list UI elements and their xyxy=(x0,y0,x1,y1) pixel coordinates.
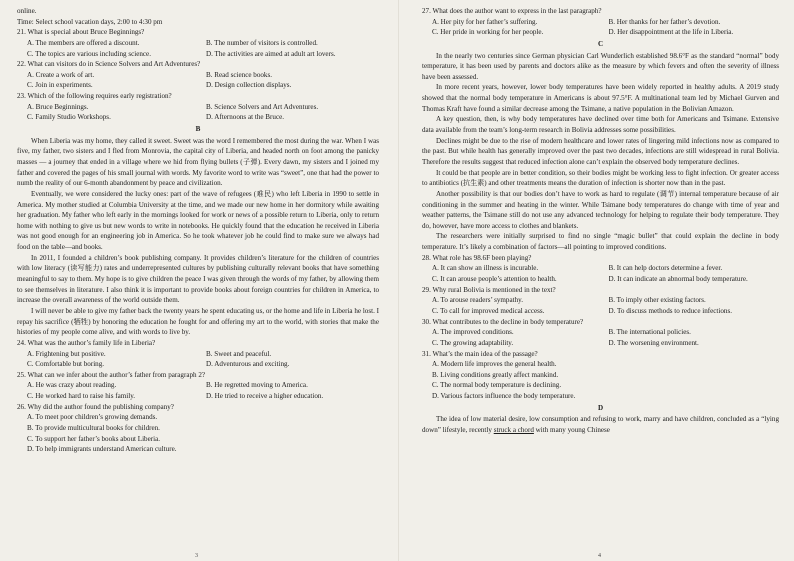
answer-option: B. To provide multicultural books for children. xyxy=(27,423,160,432)
question-item xyxy=(17,27,379,59)
option-list xyxy=(17,70,379,91)
answer-option: B. Living conditions greatly affect mankind. xyxy=(432,370,559,379)
answer-option: C. Join in experiments. xyxy=(27,81,93,90)
option-list xyxy=(422,359,779,402)
answer-option: A. The improved conditions. xyxy=(432,328,514,337)
paragraph: When Liberia was my home, they called it sweet. Sweet was the word I remembered the most during the war. When I was five, my father, two sisters and I fled from Monrovia, the capital city of Liberia, and headed north on foot among the panicky masses — a journey that ended in a village where we hid from flying bullets (子弹). Every dawn, my sisters and I joined my father and covered the pages of his small journal with words. My favorite word to write was “sweet”, one that had the power to numb the reality of our 6-month abandonment by peace and civilization. xyxy=(17,136,379,188)
option-list xyxy=(17,380,379,401)
question-group-a xyxy=(17,27,379,123)
question-item xyxy=(422,317,779,349)
answer-option: A. It can show an illness is incurable. xyxy=(432,264,539,273)
question-item xyxy=(17,91,379,123)
option-list xyxy=(422,295,779,316)
passage-c xyxy=(422,51,779,253)
section-heading-c: C xyxy=(597,39,604,48)
paragraph: In 2011, I founded a children’s book publishing company. It provides children’s literature for the children of countries with low literacy (读写能力) rates and underrepresented cultures by publishing culturally relevant books that have something meaningful to say to them. My hope is to give children the peace I was given through the words of my father, by allowing them to see themselves in literature. I also think it is important to provide books about foreign countries for children in America, to increase the overall awareness of the world outside them. xyxy=(17,253,379,305)
passage-d-start: The idea of low material desire, low consumption and refusing to work, marry and have children, concluded as a “lying down” lifestyle, recently xyxy=(422,415,779,434)
question-stem: 21. What is special about Bruce Beginnings? xyxy=(17,28,145,37)
option-list xyxy=(17,412,379,455)
passage-b xyxy=(17,136,379,338)
answer-option: B. He regretted moving to America. xyxy=(206,381,308,390)
question-stem: 27. What does the author want to express in the last paragraph? xyxy=(422,7,602,15)
answer-option: D. The worsening environment. xyxy=(608,338,699,347)
paragraph: The researchers were initially surprised to find no single “magic bullet” that could explain the decline in body temperature. It’s likely a combination of factors—all pointing to improved conditions. xyxy=(422,232,779,252)
question-26 xyxy=(17,402,379,455)
answer-option: D. Her disappointment at the life in Liberia. xyxy=(608,28,734,37)
underlined-phrase: struck a chord xyxy=(493,425,534,434)
question-item xyxy=(17,338,379,370)
paragraph: It could be that people are in better condition, so their bodies might be working less to fight infection. Or greater access to antibiotics (抗生素) and other treatments means the duration of infection is shorter now than in the past. xyxy=(422,168,779,188)
question-item xyxy=(17,402,379,455)
answer-option: C. Family Studio Workshops. xyxy=(27,113,111,122)
answer-option: D. The activities are aimed at adult art lovers. xyxy=(206,49,336,58)
right-page xyxy=(422,6,779,559)
option-list xyxy=(17,38,379,59)
answer-option: B. Her thanks for her father’s devotion. xyxy=(608,17,721,26)
answer-option: A. The members are offered a discount. xyxy=(27,38,140,47)
section-heading-d: D xyxy=(597,403,604,412)
answer-option: D. Design collection displays. xyxy=(206,81,292,90)
paragraph: Eventually, we were considered the lucky ones: part of the wave of refugees (难民) who left Liberia in 1990 to settle in America. My mother studied at Columbia University at the time, and we made our new home in her dormitory while awaiting her graduation. My father who left early in the mornings looked for work or news of a possible return to Liberia, only to return home with nothing to give us but new words to write in notebooks. He quickly found that the education he received in Liberia was not good enough for an engineering job in America. So he took whatever job he could find to make sure we always had food on the table—and books. xyxy=(17,189,379,252)
answer-option: B. Read science books. xyxy=(206,70,272,79)
answer-option: D. He tried to receive a higher education. xyxy=(206,392,324,401)
question-group-b xyxy=(17,338,379,402)
answer-option: D. Various factors influence the body temperature. xyxy=(432,392,576,401)
passage-d-end: with many young Chinese xyxy=(533,425,610,434)
question-item xyxy=(422,349,779,402)
answer-option: D. Afternoons at the Bruce. xyxy=(206,113,285,122)
answer-option: A. Bruce Beginnings. xyxy=(27,102,89,111)
page-number: 4 xyxy=(598,553,601,559)
answer-option: C. Her pride in working for her people. xyxy=(432,28,544,37)
answer-option: A. Create a work of art. xyxy=(27,70,95,79)
paragraph: In more recent years, however, lower body temperatures have been widely reported in healthy adults. A 2019 study showed that the normal body temperature in Americans is about 97.5°F. A multinational team led by Michael Gurven and Thomas Kraft have found a similar decrease among the Tsimane, a native population in the Bolivian Amazon. xyxy=(422,83,779,113)
left-page xyxy=(17,6,379,559)
answer-option: C. The growing adaptability. xyxy=(432,338,514,347)
paragraph: Declines might be due to the rise of modern healthcare and lower rates of lingering mild infections now as compared to the past. But while health has generally improved over the past two decades, infections are still widespread in rural Bolivia. Therefore the results suggest that reduced infection alone can’t explain the observed body temperature declines. xyxy=(422,136,779,166)
option-list xyxy=(17,102,379,123)
option-list xyxy=(422,17,779,38)
answer-option: C. It can arouse people’s attention to health. xyxy=(432,275,557,284)
question-stem: 23. Which of the following requires early registration? xyxy=(17,92,172,101)
answer-option: D. It can indicate an abnormal body temperature. xyxy=(608,275,748,284)
page-gutter xyxy=(398,0,399,561)
question-31 xyxy=(422,349,779,402)
question-stem: 30. What contributes to the decline in body temperature? xyxy=(422,317,584,326)
answer-option: A. To arouse readers’ sympathy. xyxy=(432,296,523,305)
answer-option: A. He was crazy about reading. xyxy=(27,381,117,390)
answer-option: D. Adventurous and exciting. xyxy=(206,360,290,369)
page-number: 3 xyxy=(195,553,198,559)
answer-option: B. To imply other existing factors. xyxy=(608,296,706,305)
answer-option: A. To meet poor children’s growing demands. xyxy=(27,413,158,422)
answer-option: B. Sweet and peaceful. xyxy=(206,349,272,358)
answer-option: A. Frightening but positive. xyxy=(27,349,106,358)
question-stem: 22. What can visitors do in Science Solvers and Art Adventures? xyxy=(17,60,201,69)
answer-option: B. Science Solvers and Art Adventures. xyxy=(206,102,319,111)
paragraph: A key question, then, is why body temperatures have declined over time both for Americans and Tsimane. Extensive data available from the team’s long-term research in Bolivia addresses some possibilities. xyxy=(422,115,779,135)
question-item xyxy=(422,6,779,38)
question-item xyxy=(422,285,779,317)
answer-option: C. The normal body temperature is declining. xyxy=(432,381,562,390)
passage-d xyxy=(422,414,779,435)
answer-option: C. The topics are various including science. xyxy=(27,49,151,58)
question-stem: 25. What can we infer about the author’s father from paragraph 2? xyxy=(17,370,206,379)
paragraph: Another possibility is that our bodies don’t have to work as hard to regulate (调节) internal temperature because of air conditioning in the summer and heating in the winter. While Tsimane body temperatures do change with time of year and weather patterns, the Tsimane still do not use any advanced technology for helping to regulate their body temperature. They do, however, have more access to clothes and blankets. xyxy=(422,189,779,230)
answer-option: D. To discuss methods to reduce infections. xyxy=(608,306,732,315)
answer-option: C. To call for improved medical access. xyxy=(432,306,545,315)
option-list xyxy=(17,349,379,370)
option-list xyxy=(422,327,779,348)
question-item xyxy=(17,370,379,402)
answer-option: C. Comfortable but boring. xyxy=(27,360,105,369)
option-list xyxy=(422,263,779,284)
answer-option: D. To help immigrants understand American culture. xyxy=(27,445,177,454)
question-stem: 26. Why did the author found the publishing company? xyxy=(17,402,174,411)
answer-option: B. It can help doctors determine a fever. xyxy=(608,264,723,273)
answer-option: B. The number of visitors is controlled. xyxy=(206,38,318,47)
answer-option: C. He worked hard to raise his family. xyxy=(27,392,136,401)
answer-option: C. To support her father’s books about Liberia. xyxy=(27,434,161,443)
question-27 xyxy=(422,6,779,38)
question-stem: 31. What’s the main idea of the passage? xyxy=(422,349,538,358)
answer-option: A. Modern life improves the general health. xyxy=(432,360,557,369)
question-item xyxy=(422,253,779,285)
question-stem: 24. What was the author’s family life in Liberia? xyxy=(17,338,156,347)
answer-option: A. Her pity for her father’s suffering. xyxy=(432,17,538,26)
question-group-c xyxy=(422,253,779,349)
answer-option: B. The international policies. xyxy=(608,328,691,337)
question-stem: 28. What role has 98.6F been playing? xyxy=(422,253,532,262)
question-stem: 29. Why rural Bolivia is mentioned in the text? xyxy=(422,285,556,294)
section-heading-b: B xyxy=(195,125,201,134)
pre-line: Time: Select school vacation days, 2:00 to 4:30 pm xyxy=(17,17,163,26)
pre-line: online. xyxy=(17,7,37,15)
paragraph: I will never be able to give my father back the twenty years he spent educating us, or the home and life in Liberia he lost. I repay his sacrifice (牺牲) by honoring the education he fought for and offering my art to the world, with stories that make the histories of my people come alive, and with words to live by. xyxy=(17,306,379,337)
paragraph: In the nearly two centuries since German physician Carl Wunderlich established 98.6°F as the standard “normal” body temperature, it has been used by parents and doctors alike as the measure by which fevers and often the severity of illness have been assessed. xyxy=(422,51,779,81)
question-item xyxy=(17,59,379,91)
